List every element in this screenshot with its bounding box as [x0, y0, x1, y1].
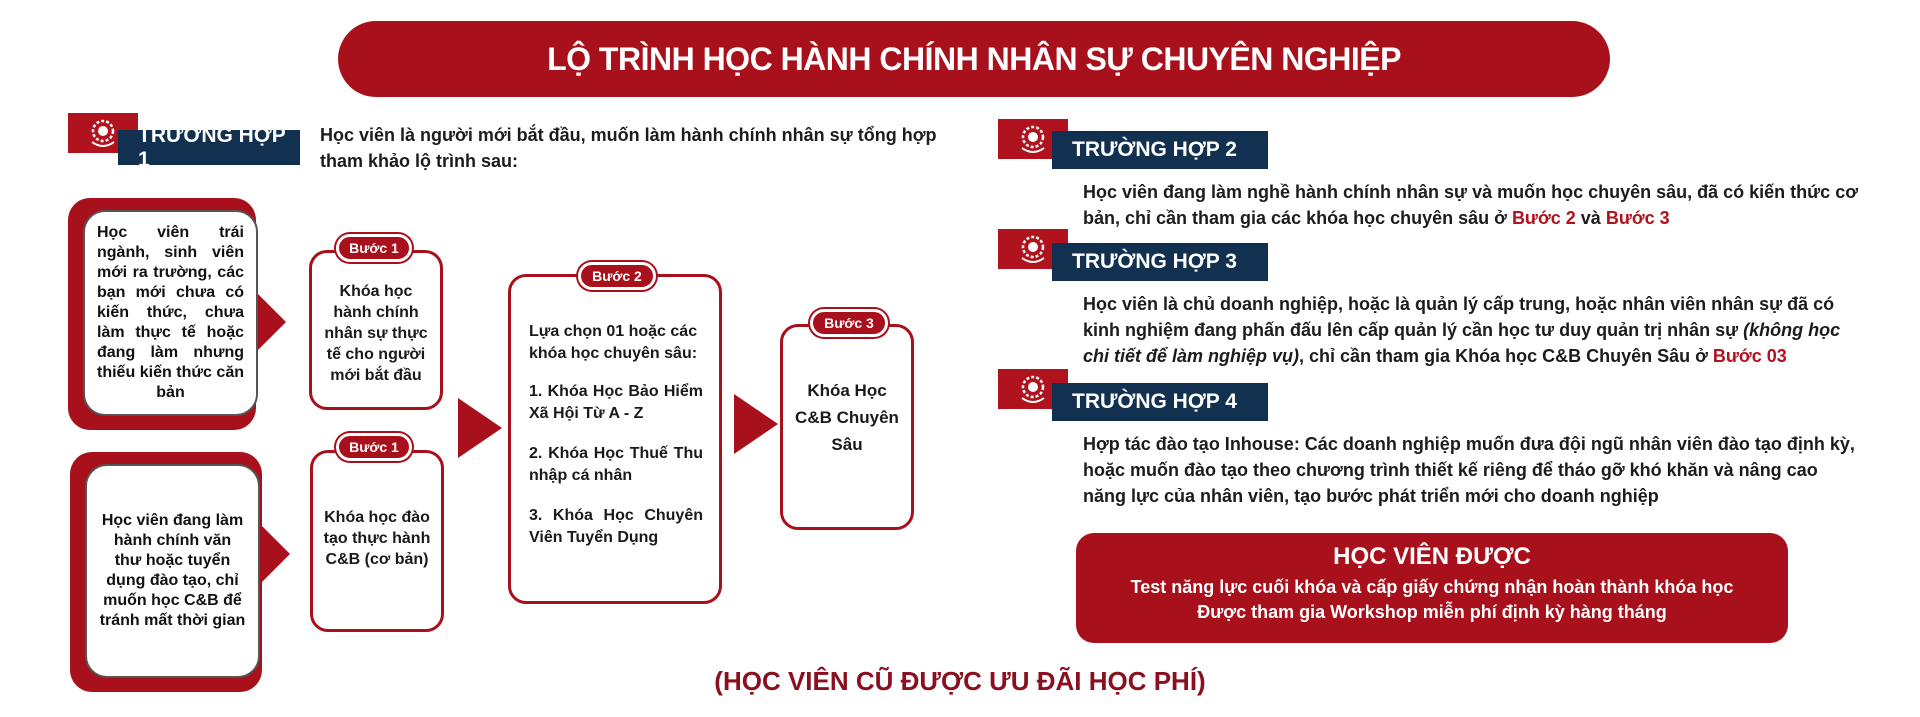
case2-text-part: Học viên đang làm nghề hành chính nhân sự và muốn học chuyên sâu, đã có kiến thức cơ bản, chỉ cần tham gia các khóa học chuyên sâu ở	[1083, 182, 1859, 228]
step2-pill: Bước 2	[578, 262, 656, 290]
case1-text: Học viên là người mới bắt đầu, muốn làm hành chính nhân sự tổng hợp tham khảo lộ trình sau:	[320, 125, 937, 171]
case3-text	[1083, 291, 1863, 369]
arrow-to-step3	[734, 394, 778, 454]
step1-top-pill: Bước 1	[336, 234, 412, 262]
arrow-to-step2	[458, 398, 502, 458]
case4-badge	[998, 369, 1268, 421]
step1-bottom-box	[310, 450, 444, 632]
left-card-1: Học viên trái ngành, sinh viên mới ra trường, các bạn mới chưa có kiến thức, chưa làm thực tế hoặc đang làm nhưng thiếu kiến thức căn bản	[83, 210, 258, 416]
benefit-title: HỌC VIÊN ĐƯỢC	[1333, 543, 1531, 570]
step2-box	[508, 274, 722, 604]
step3-pill: Bước 3	[810, 309, 888, 337]
case3-italic-note: (không học chi tiết để làm nghiệp vụ)	[1083, 320, 1841, 366]
gear-lightbulb-icon	[86, 116, 120, 150]
step1-bottom-pill: Bước 1	[336, 433, 412, 461]
case2-text-and: và	[1575, 208, 1606, 228]
case2-badge	[998, 119, 1268, 171]
step2-item-1: 1. Khóa Học Bảo Hiểm Xã Hội Từ A - Z	[529, 383, 703, 422]
left-card-2: Học viên đang làm hành chính văn thư hoặc tuyển dụng đào tạo, chỉ muốn học C&B để tránh mất thời gian	[85, 464, 260, 678]
case1-badge	[68, 113, 300, 171]
case2-highlight-step2: Bước 2	[1511, 208, 1576, 228]
benefit-line-1: Test năng lực cuối khóa và cấp giấy chứng nhận hoàn thành khóa học	[1130, 577, 1734, 597]
gear-lightbulb-icon	[1016, 232, 1050, 266]
footer-note: (HỌC VIÊN CŨ ĐƯỢC ƯU ĐÃI HỌC PHÍ)	[714, 666, 1206, 696]
case3-badge	[998, 229, 1268, 281]
step1-bottom-text: Khóa học đào tạo thực hành C&B (cơ bản)	[323, 509, 431, 568]
case4-text: Hợp tác đào tạo Inhouse: Các doanh nghiệp muốn đưa đội ngũ nhân viên đào tạo định kỳ, hoặc muốn đào tạo theo chương trình thiết kế riêng để tháo gỡ khó khăn và nâng cao năng lực của nhân viên, tạo bước phát triển mới cho doanh nghiệp	[1083, 434, 1855, 506]
step3-text: Khóa Học C&B Chuyên Sâu	[795, 381, 899, 454]
arrow-left-1	[258, 294, 286, 350]
case3-text-part-b: , chỉ cần tham gia Khóa học C&B Chuyên Sâu ở	[1299, 346, 1713, 366]
case3-highlight-step3: Bước 03	[1712, 346, 1787, 366]
case1-label: TRƯỜNG HỢP 1	[118, 130, 300, 165]
title-banner	[338, 21, 1610, 97]
page-title: LỘ TRÌNH HỌC HÀNH CHÍNH NHÂN SỰ CHUYÊN NGHIỆP	[547, 40, 1401, 77]
gear-lightbulb-icon	[1016, 122, 1050, 156]
benefit-box	[1076, 533, 1788, 643]
arrow-left-2	[262, 526, 290, 582]
case2-text	[1083, 179, 1863, 231]
step2-item-2: 2. Khóa Học Thuế Thu nhập cá nhân	[529, 445, 703, 484]
step1-top-box	[309, 250, 443, 410]
case3-label: TRƯỜNG HỢP 3	[1052, 243, 1268, 281]
step2-intro: Lựa chọn 01 hoặc các khóa học chuyên sâu:	[529, 323, 698, 362]
gear-lightbulb-icon	[1016, 372, 1050, 406]
step3-box	[780, 324, 914, 530]
case3-text-part: Học viên là chủ doanh nghiệp, hoặc là quản lý cấp trung, hoặc nhân viên nhân sự đã có kinh nghiệm đang phấn đấu lên cấp quản lý cần học tư duy quản trị nhân sự	[1083, 294, 1835, 340]
case4-label: TRƯỜNG HỢP 4	[1052, 383, 1268, 421]
benefit-line-2: Được tham gia Workshop miễn phí định kỳ hàng tháng	[1197, 602, 1667, 622]
case2-label: TRƯỜNG HỢP 2	[1052, 131, 1268, 169]
case2-highlight-step3: Bước 3	[1605, 208, 1670, 228]
step1-top-text: Khóa học hành chính nhân sự thực tế cho người mới bắt đầu	[324, 283, 428, 384]
step2-item-3: 3. Khóa Học Chuyên Viên Tuyển Dụng	[529, 507, 703, 546]
